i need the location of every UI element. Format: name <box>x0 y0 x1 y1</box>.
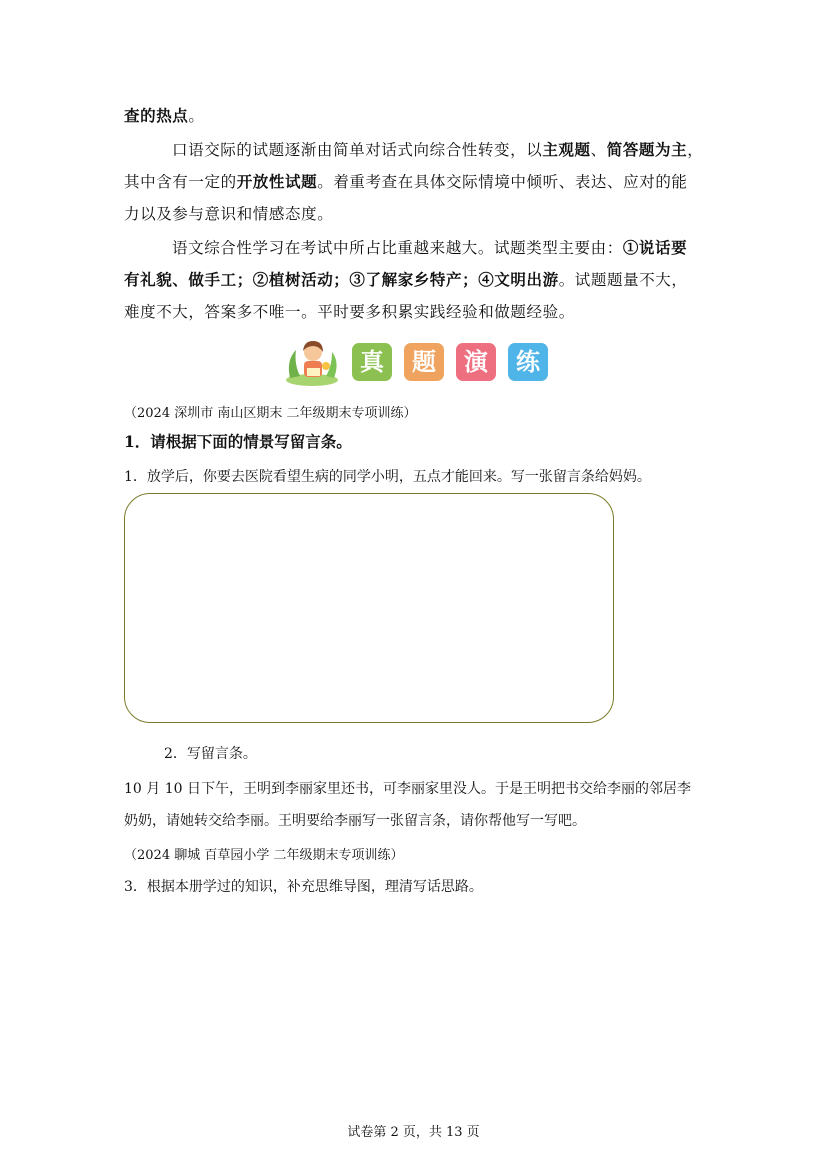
banner-char: 题 <box>412 348 436 376</box>
paragraph-comprehensive-line-1 <box>172 232 687 264</box>
question-3: 3．根据本册学过的知识，补充思维导图，理清写话思路。 <box>124 879 483 895</box>
section-banner <box>282 338 552 388</box>
text-segment: 难度不大，答案多不唯一。平时要多积累实践经验和做题经验。 <box>124 303 575 321</box>
text-segment: 。着重考查在具体交际情境中倾听、表达、应对的能 <box>317 173 688 191</box>
source-citation-1: （2024 深圳市 南山区期末 二年级期末专项训练） <box>124 406 417 421</box>
text-segment: 语文综合性学习在考试中所占比重越来越大。试题类型主要由： <box>172 239 623 257</box>
question-2: 2．写留言条。 <box>164 746 257 762</box>
answer-box[interactable] <box>124 493 614 723</box>
question-2-text-line-1: 10 月 10 日下午，王明到李丽家里还书，可李丽家里没人。于是王明把书交给李丽的邻居李 <box>124 781 691 797</box>
page-footer: 试卷第 2 页，共 13 页 <box>347 1125 480 1140</box>
banner-char: 练 <box>516 348 540 376</box>
banner-char: 真 <box>360 348 384 376</box>
text-segment: ， <box>687 141 704 159</box>
bold-segment: ①说话要 <box>622 238 688 257</box>
banner-tile-1 <box>352 343 392 381</box>
reading-child-illustration <box>282 338 344 388</box>
paragraph-comprehensive-line-2 <box>124 264 688 296</box>
intro-line-0 <box>124 100 205 132</box>
intro-bold-text: 查的热点 <box>124 106 189 125</box>
bold-segment: 有礼貌、做手工；②植树活动；③了解家乡特产；④文明出游 <box>124 270 559 289</box>
text-segment: 口语交际的试题逐渐由简单对话式向综合性转变，以 <box>172 141 543 159</box>
text-segment: 其中含有一定的 <box>124 173 237 191</box>
banner-tile-4 <box>508 343 548 381</box>
bold-segment: 开放性试题 <box>236 172 318 191</box>
paragraph-oral-line-3 <box>124 198 333 230</box>
bold-segment: 简答题为主 <box>606 140 688 159</box>
question-1: 1．放学后，你要去医院看望生病的同学小明，五点才能回来。写一张留言条给妈妈。 <box>124 469 651 485</box>
source-citation-2: （2024 聊城 百草园小学 二年级期末专项训练） <box>124 848 404 863</box>
section-title: 1．请根据下面的情景写留言条。 <box>124 432 352 451</box>
paragraph-oral-line-2 <box>124 166 688 198</box>
banner-tile-3 <box>456 343 496 381</box>
intro-text: 。 <box>188 107 205 125</box>
question-2-text-line-2: 奶奶，请她转交给李丽。王明要给李丽写一张留言条，请你帮他写一写吧。 <box>124 813 586 829</box>
text-segment: 力以及参与意识和情感态度。 <box>124 205 334 223</box>
text-segment: 。试题题量不大， <box>558 271 688 289</box>
paragraph-comprehensive-line-3 <box>124 296 575 328</box>
banner-char: 演 <box>464 348 488 376</box>
text-segment: 、 <box>590 141 607 159</box>
bold-segment: 主观题 <box>542 140 591 159</box>
paragraph-oral-line-1 <box>172 134 703 166</box>
banner-tile-2 <box>404 343 444 381</box>
